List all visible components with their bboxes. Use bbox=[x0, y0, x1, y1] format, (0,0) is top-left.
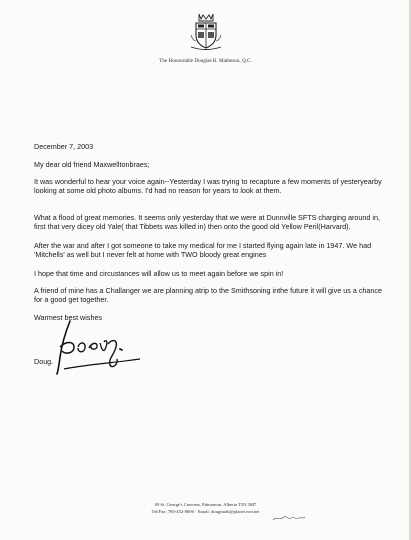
footer-address: 69 St. George's Crescent, Edmonton, Alberta T5N 3M7 bbox=[154, 502, 257, 507]
letter-salutation: My dear old friend Maxwelltonbraes; bbox=[34, 160, 150, 169]
signed-name: Doug. bbox=[34, 357, 54, 366]
footer-contact: Tel/Fax: 780-452-8006 · Email: dougmath@planet.eon.net bbox=[151, 509, 260, 514]
letter-paragraph: I hope that time and circustances will allow us to meet again before we spin in! bbox=[34, 269, 284, 278]
letter-date: December 7, 2003 bbox=[34, 142, 94, 151]
letter-closing: Warmest best wishes bbox=[34, 313, 103, 322]
heraldic-crest-icon bbox=[189, 11, 223, 51]
letterhead-name: The Honourable Douglas R. Matheson, Q.C. bbox=[159, 58, 252, 64]
letter-paragraph: A friend of mine has a Challanger we are planning atrip to the Smithsoning inthe future it will give us a chance for a good get together. bbox=[34, 286, 382, 305]
letter-paragraph: After the war and after I got someone to take my medical for me I started flying again late in 1947. We had 'Mitchells' as well but I never felt at home with TWO bloody great engines bbox=[34, 241, 372, 260]
letter-paragraph: It was wonderful to hear your voice again--Yesterday I was trying to recapture a few moments of yesteryearby looking at some old photo albums. I'd had no reason for years to look at them. bbox=[34, 177, 382, 196]
letter-paragraph: What a flood of great memories. It seems only yesterday that we were at Dunnville SFTS charging around in, first that very dicey old Yale( that Tibbets was killed in) then onto the good old Yellow Peril(Harvard). bbox=[34, 213, 380, 232]
handwritten-annotation bbox=[272, 514, 306, 522]
